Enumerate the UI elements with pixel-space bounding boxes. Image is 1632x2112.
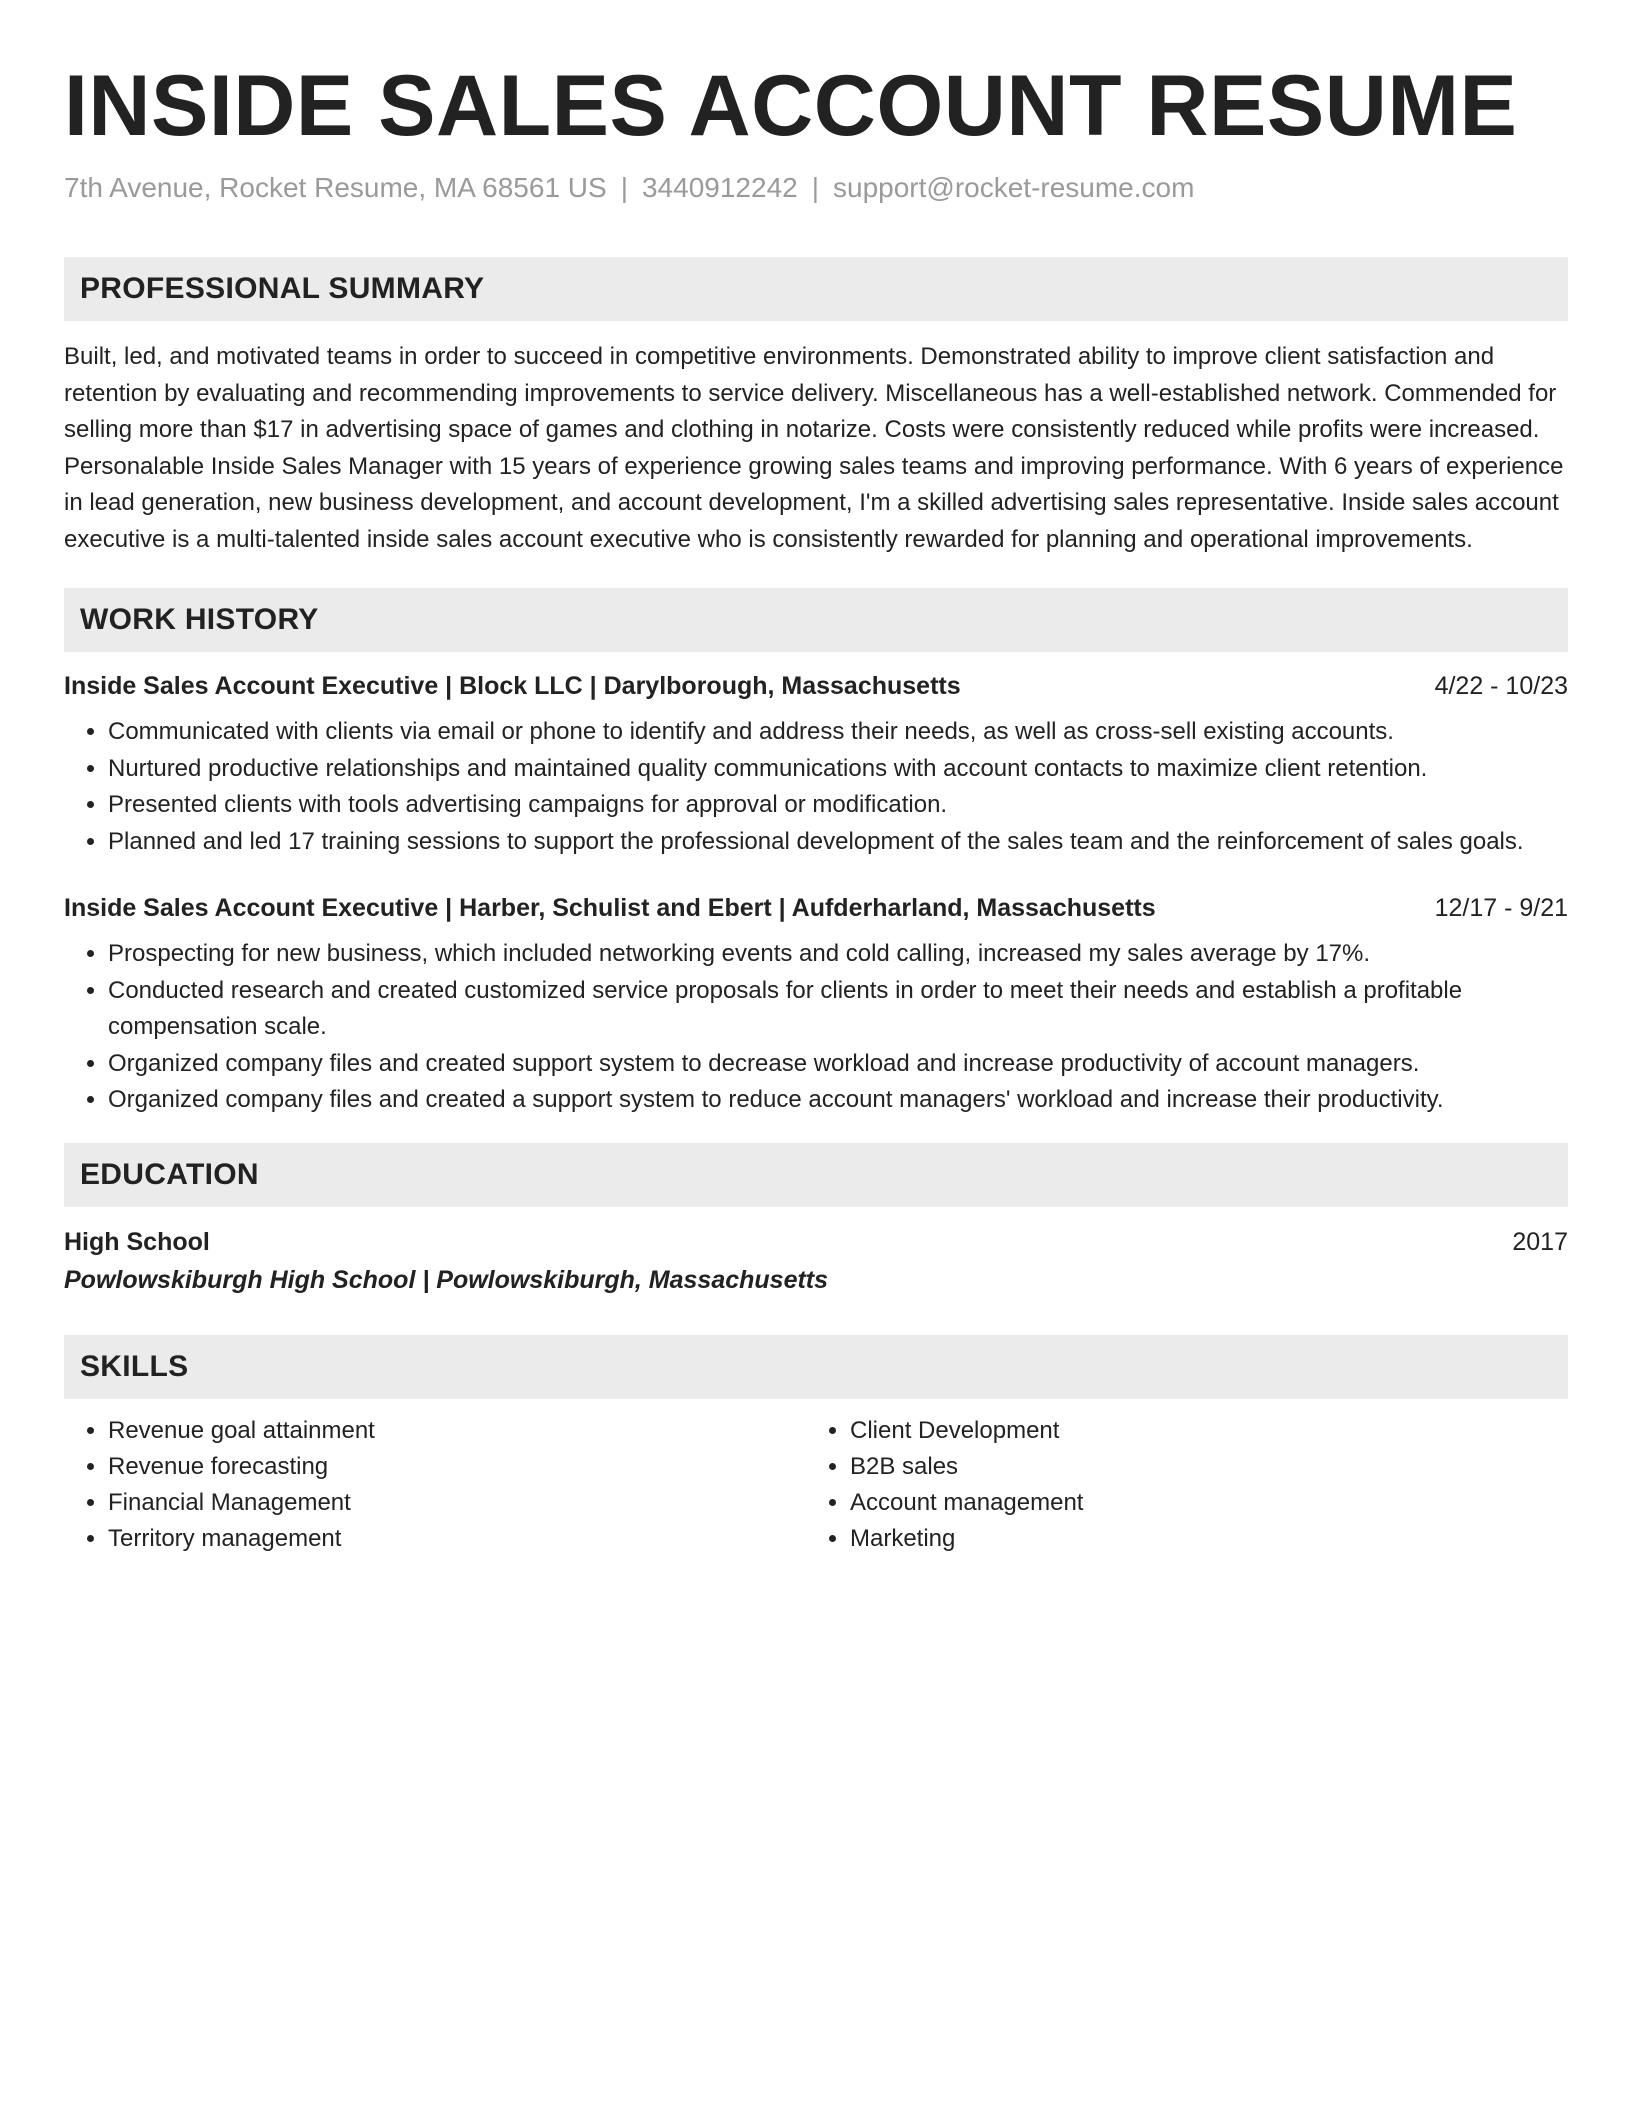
section-heading-summary: PROFESSIONAL SUMMARY [64, 257, 1568, 321]
contact-phone: 3440912242 [641, 172, 798, 203]
skills-columns [64, 1413, 1568, 1557]
job-entry [64, 890, 1568, 1119]
job-bullets [64, 714, 1568, 860]
list-item: • Presented clients with tools advertising campaigns for approval or modification. [108, 787, 1568, 824]
contact-line [64, 170, 1568, 206]
section-heading-work-history: WORK HISTORY [64, 588, 1568, 652]
section-heading-skills: SKILLS [64, 1335, 1568, 1399]
job-header [64, 668, 1568, 704]
contact-separator: | [620, 172, 628, 203]
education-year: 2017 [1512, 1227, 1568, 1256]
job-header [64, 890, 1568, 926]
job-title: Inside Sales Account Executive | Block LLC | Darylborough, Massachusetts [64, 672, 961, 700]
contact-email: support@rocket-resume.com [833, 172, 1195, 203]
education-entry [64, 1223, 1568, 1299]
contact-separator: | [811, 172, 819, 203]
job-dates: 4/22 - 10/23 [1434, 672, 1568, 700]
list-item: • B2B sales [850, 1449, 1548, 1485]
skills-list-left [64, 1413, 806, 1557]
job-dates: 12/17 - 9/21 [1434, 894, 1568, 922]
list-item: • Conducted research and created customized service proposals for clients in order to meet their needs and establish a profitable compensation scale. [108, 973, 1568, 1046]
list-item: • Organized company files and created support system to decrease workload and increase productivity of account managers. [108, 1046, 1568, 1083]
education-school: Powlowskiburgh High School | Powlowskiburgh, Massachusetts [64, 1265, 829, 1294]
list-item: • Revenue goal attainment [108, 1413, 806, 1449]
job-title: Inside Sales Account Executive | Harber, Schulist and Ebert | Aufderharland, Massachusetts [64, 894, 1156, 922]
list-item: • Revenue forecasting [108, 1449, 806, 1485]
resume-title: INSIDE SALES ACCOUNT RESUME [64, 58, 1518, 154]
skills-list-right [806, 1413, 1548, 1557]
list-item: • Financial Management [108, 1485, 806, 1521]
education-degree: High School [64, 1227, 210, 1256]
list-item: • Prospecting for new business, which included networking events and cold calling, increased my sales average by 17%. [108, 936, 1568, 973]
list-item: • Nurtured productive relationships and maintained quality communications with account contacts to maximize client retention. [108, 751, 1568, 788]
list-item: • Account management [850, 1485, 1548, 1521]
list-item: • Marketing [850, 1521, 1548, 1557]
list-item: • Territory management [108, 1521, 806, 1557]
education-header [64, 1223, 1568, 1261]
list-item: • Communicated with clients via email or phone to identify and address their needs, as well as cross-sell existing accounts. [108, 714, 1568, 751]
job-bullets [64, 936, 1568, 1119]
summary-text: Built, led, and motivated teams in order to succeed in competitive environments. Demonstrated ability to improve client satisfaction and retention by evaluating and recommending improvements to service delivery. Miscellaneous has a well-established network. Commended for selling more than $17 in advertising space of games and clothing in notarize. Costs were consistently reduced while profits were increased. Personalable Inside Sales Manager with 15 years of experience growing sales teams and improving performance. With 6 years of experience in lead generation, new business development, and account development, I'm a skilled advertising sales representative. Inside sales account executive is a multi-talented inside sales account executive who is consistently rewarded for planning and operational improvements. [64, 343, 1564, 553]
list-item: • Organized company files and created a support system to reduce account managers' workload and increase their productivity. [108, 1082, 1568, 1119]
list-item: • Client Development [850, 1413, 1548, 1449]
section-heading-education: EDUCATION [64, 1143, 1568, 1207]
list-item: • Planned and led 17 training sessions to support the professional development of the sales team and the reinforcement of sales goals. [108, 824, 1568, 861]
contact-address: 7th Avenue, Rocket Resume, MA 68561 US [64, 172, 607, 203]
job-entry [64, 668, 1568, 860]
